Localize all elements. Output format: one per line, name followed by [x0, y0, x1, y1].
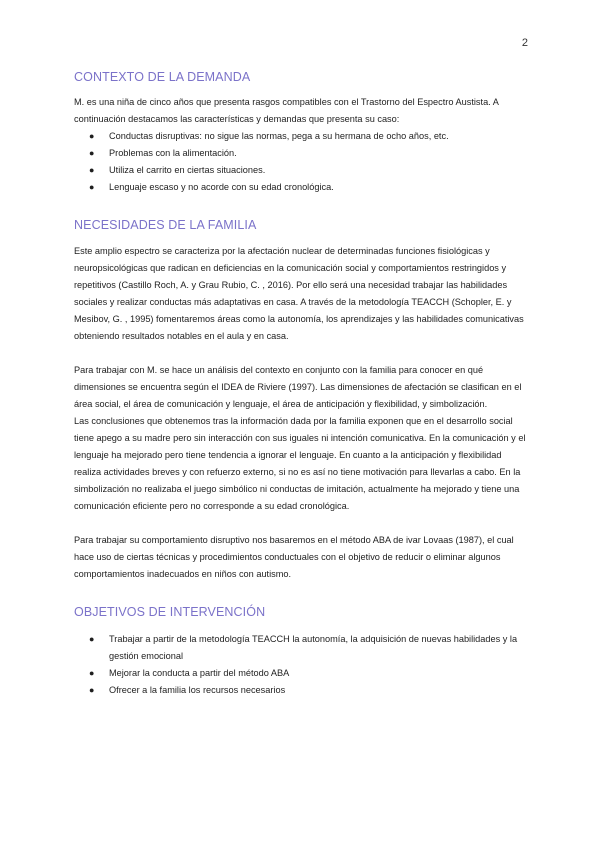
list-item: ● Lenguaje escaso y no acorde con su edad cronológica.: [74, 179, 526, 196]
bullet-icon: ●: [89, 685, 95, 695]
document-body: [74, 70, 526, 699]
list-item: ● Ofrecer a la familia los recursos necesarios: [74, 682, 526, 699]
necesidades-paragraph-1: Este amplio espectro se caracteriza por la afectación nuclear de determinadas funciones fisiológicas y neuropsicológicas que radican en deficiencias en la comunicación social y comportamientos restringidos y repetitivos (Castillo Roch, A. y Grau Rubio, C. , 2016). Por ello será una necesidad trabajar las habilidades sociales y realizar conductas más adaptativas en casa. A través de la metodología TEACCH (Schopler, E. y Mesibov, G. , 1995) fomentaremos áreas como la autonomía, los aprendizajes y las habilidades comunicativas obteniendo resultados notables en el aula y en casa.: [74, 246, 524, 341]
list-item: ● Conductas disruptivas: no sigue las normas, pega a su hermana de ocho años, etc.: [74, 128, 526, 145]
bullet-icon: ●: [89, 131, 95, 141]
necesidades-paragraph-2: Para trabajar con M. se hace un análisis del contexto en conjunto con la familia para conocer en qué dimensiones se encuentra según el IDEA de Riviere (1997). Las dimensiones de afectación se clasifican en el área social, el área de comunicación y lenguaje, el área de anticipación y flexibilidad, y simbolización.: [74, 365, 522, 409]
bullet-icon: ●: [89, 634, 95, 644]
list-item: ● Mejorar la conducta a partir del método ABA: [74, 665, 526, 682]
list-item: ● Utiliza el carrito en ciertas situaciones.: [74, 162, 526, 179]
bullet-icon: ●: [89, 165, 95, 175]
page-number: 2: [521, 37, 528, 49]
contexto-intro: M. es una niña de cinco años que presenta rasgos compatibles con el Trastorno del Espectro Austista. A continuación destacamos las características y demandas que presenta su caso:: [74, 97, 499, 124]
section-title-necesidades: NECESIDADES DE LA FAMILIA: [74, 218, 257, 232]
section-title-objetivos: OBJETIVOS DE INTERVENCIÓN: [74, 605, 266, 619]
list-item: ● Trabajar a partir de la metodología TEACCH la autonomía, la adquisición de nuevas habilidades y la gestión emocional: [74, 631, 526, 665]
bullet-icon: ●: [89, 668, 95, 678]
section-title-contexto: CONTEXTO DE LA DEMANDA: [74, 70, 251, 84]
list-item: ● Problemas con la alimentación.: [74, 145, 526, 162]
objetivos-list: [74, 631, 526, 699]
contexto-list: [74, 128, 526, 196]
necesidades-paragraph-3: Las conclusiones que obtenemos tras la información dada por la familia exponen que en el desarrollo social tiene apego a su madre pero sin interacción con sus iguales ni intención comunicativa. En la comunicación y el lenguaje ha mejorado pero tiene tendencia a ignorar el lenguaje. En cuanto a la anticipación y flexibilidad realiza actividades breves y con refuerzo externo, si no es así no tiene motivación para llevarlas a cabo. En la simbolización no realizaba el juego simbólico ni conductas de imitación, actualmente ha mejorado y tiene una comunicación eficiente pero no corresponde a su edad cronológica.: [74, 416, 526, 511]
bullet-icon: ●: [89, 148, 95, 158]
bullet-icon: ●: [89, 182, 95, 192]
necesidades-paragraph-4: Para trabajar su comportamiento disruptivo nos basaremos en el método ABA de ivar Lovaas (1987), el cual hace uso de ciertas técnicas y procedimientos conductuales con el objetivo de reducir o eliminar algunos comportamientos inadecuados en niños con autismo.: [74, 535, 514, 579]
